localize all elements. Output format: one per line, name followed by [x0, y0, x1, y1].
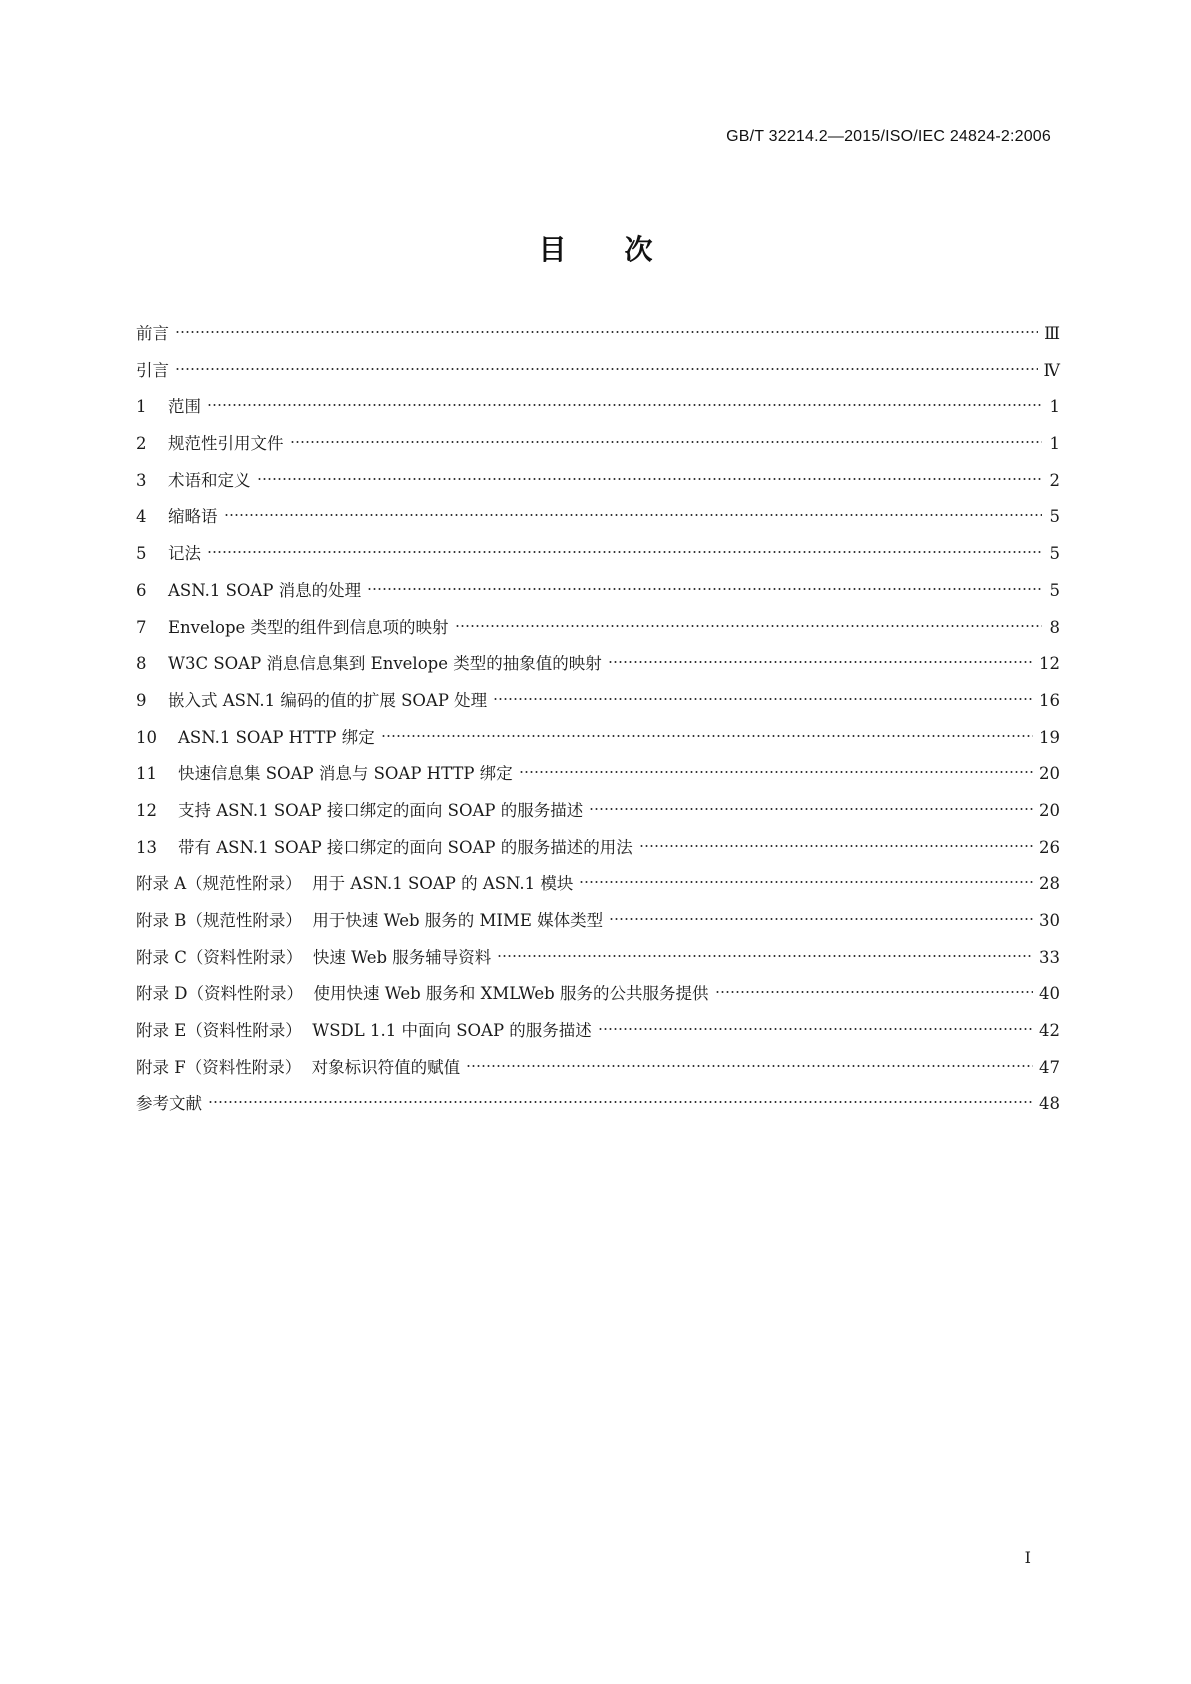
toc-entry-page: 30: [1039, 911, 1060, 930]
toc-entry[interactable]: [136, 691, 1060, 728]
toc-entry-title: W3C SOAP 消息信息集到 Envelope 类型的抽象值的映射: [168, 654, 602, 674]
toc-entry-page: Ⅲ: [1044, 324, 1060, 343]
toc-entry-number: 11: [136, 764, 157, 784]
toc-entry-page: 12: [1039, 654, 1060, 674]
dot-leader: [207, 402, 1042, 408]
toc-entry-page: 5: [1049, 507, 1060, 527]
toc-entry-number: 2: [136, 434, 147, 454]
toc-entry[interactable]: [136, 434, 1060, 471]
toc-entry[interactable]: [136, 728, 1060, 765]
toc-entry-title: 附录 C（资料性附录） 快速 Web 服务辅导资料: [136, 947, 492, 967]
toc-entry[interactable]: [136, 1021, 1060, 1058]
toc-entry[interactable]: [136, 654, 1060, 691]
dot-leader: [175, 366, 1038, 372]
dot-leader: [381, 733, 1033, 739]
toc-entry[interactable]: [136, 801, 1060, 838]
toc-entry-page: 42: [1039, 1021, 1060, 1041]
toc-entry-page: 48: [1039, 1094, 1060, 1114]
dot-leader: [589, 806, 1033, 812]
toc-entry-title: 引言: [136, 360, 169, 380]
dot-leader: [224, 512, 1043, 518]
dot-leader: [579, 879, 1033, 885]
dot-leader: [455, 623, 1042, 629]
toc-entry-number: 1: [136, 397, 147, 417]
toc-entry-title: 嵌入式 ASN.1 编码的值的扩展 SOAP 处理: [168, 690, 488, 710]
toc-entry-title: 附录 F（资料性附录） 对象标识符值的赋值: [136, 1057, 461, 1077]
toc-entry-page: 8: [1049, 617, 1060, 637]
toc-entry-number: 7: [136, 617, 147, 637]
toc-entry-page: 28: [1039, 874, 1060, 894]
toc-entry-title: 快速信息集 SOAP 消息与 SOAP HTTP 绑定: [178, 764, 513, 784]
toc-entry-page: 33: [1039, 947, 1060, 967]
toc-entry[interactable]: [136, 471, 1060, 508]
toc-entry-page: Ⅳ: [1043, 360, 1060, 380]
dot-leader: [639, 843, 1033, 849]
toc-entry[interactable]: [136, 618, 1060, 655]
dot-leader: [257, 476, 1043, 482]
toc-entry-title: ASN.1 SOAP 消息的处理: [168, 580, 362, 600]
toc-entry[interactable]: [136, 507, 1060, 544]
toc-entry-title: Envelope 类型的组件到信息项的映射: [168, 617, 449, 637]
toc-entry-number: 4: [136, 507, 147, 527]
toc-entry[interactable]: [136, 764, 1060, 801]
dot-leader: [608, 659, 1033, 665]
toc-entry[interactable]: [136, 544, 1060, 581]
dot-leader: [175, 329, 1038, 335]
dot-leader: [609, 916, 1033, 922]
toc-entry-title: 规范性引用文件: [168, 434, 284, 454]
dot-leader: [497, 953, 1033, 959]
dot-leader: [493, 696, 1033, 702]
toc-entry-page: 40: [1039, 984, 1060, 1004]
toc-entry-title: 参考文献: [136, 1094, 202, 1114]
toc-entry-title: 缩略语: [168, 507, 218, 527]
dot-leader: [207, 549, 1042, 555]
toc-entry-page: 1: [1049, 434, 1060, 454]
toc-entry-title: 附录 A（规范性附录） 用于 ASN.1 SOAP 的 ASN.1 模块: [136, 874, 574, 894]
toc-entry-page: 5: [1049, 544, 1060, 564]
toc-entry[interactable]: [136, 874, 1060, 911]
toc-entry-number: 8: [136, 654, 147, 674]
table-of-contents: [136, 324, 1060, 1131]
toc-entry[interactable]: [136, 838, 1060, 875]
toc-entry[interactable]: [136, 581, 1060, 618]
toc-entry-page: 5: [1049, 580, 1060, 600]
toc-entry[interactable]: [136, 948, 1060, 985]
toc-entry[interactable]: [136, 1058, 1060, 1095]
toc-entry-page: 16: [1039, 690, 1060, 710]
toc-entry-title: 术语和定义: [168, 470, 251, 490]
toc-entry-page: 1: [1049, 397, 1060, 417]
toc-entry-page: 20: [1039, 800, 1060, 820]
page-number: I: [1024, 1548, 1031, 1567]
toc-entry-title: 范围: [168, 397, 201, 417]
toc-entry[interactable]: [136, 361, 1060, 398]
toc-entry-title: ASN.1 SOAP HTTP 绑定: [178, 727, 375, 747]
toc-entry-number: 6: [136, 580, 147, 600]
dot-leader: [519, 769, 1033, 775]
toc-entry[interactable]: [136, 1094, 1060, 1131]
toc-entry-title: 记法: [168, 544, 201, 564]
toc-entry-number: 9: [136, 690, 147, 710]
toc-entry-number: 5: [136, 544, 147, 564]
toc-entry-page: 2: [1049, 470, 1060, 490]
page-title: 目次: [538, 233, 711, 266]
toc-entry-title: 前言: [136, 324, 169, 343]
toc-entry[interactable]: [136, 324, 1060, 361]
toc-entry[interactable]: [136, 984, 1060, 1021]
toc-entry-page: 26: [1039, 837, 1060, 857]
standard-code-header: GB/T 32214.2—2015/ISO/IEC 24824-2:2006: [726, 128, 1051, 145]
toc-entry-number: 12: [136, 800, 157, 820]
toc-entry-number: 10: [136, 727, 157, 747]
toc-entry-number: 3: [136, 470, 147, 490]
dot-leader: [466, 1063, 1033, 1069]
toc-entry-title: 附录 E（资料性附录） WSDL 1.1 中面向 SOAP 的服务描述: [136, 1021, 592, 1041]
toc-entry-number: 13: [136, 837, 157, 857]
dot-leader: [367, 586, 1042, 592]
dot-leader: [208, 1099, 1033, 1105]
dot-leader: [598, 1026, 1033, 1032]
toc-entry[interactable]: [136, 911, 1060, 948]
toc-entry[interactable]: [136, 397, 1060, 434]
dot-leader: [715, 989, 1034, 995]
toc-entry-page: 19: [1039, 727, 1060, 747]
toc-entry-title: 带有 ASN.1 SOAP 接口绑定的面向 SOAP 的服务描述的用法: [178, 837, 633, 857]
toc-entry-title: 附录 B（规范性附录） 用于快速 Web 服务的 MIME 媒体类型: [136, 911, 604, 930]
toc-entry-title: 支持 ASN.1 SOAP 接口绑定的面向 SOAP 的服务描述: [178, 800, 584, 820]
toc-entry-page: 20: [1039, 764, 1060, 784]
dot-leader: [290, 439, 1043, 445]
toc-entry-title: 附录 D（资料性附录） 使用快速 Web 服务和 XMLWeb 服务的公共服务提供: [136, 984, 709, 1004]
toc-entry-page: 47: [1039, 1057, 1060, 1077]
